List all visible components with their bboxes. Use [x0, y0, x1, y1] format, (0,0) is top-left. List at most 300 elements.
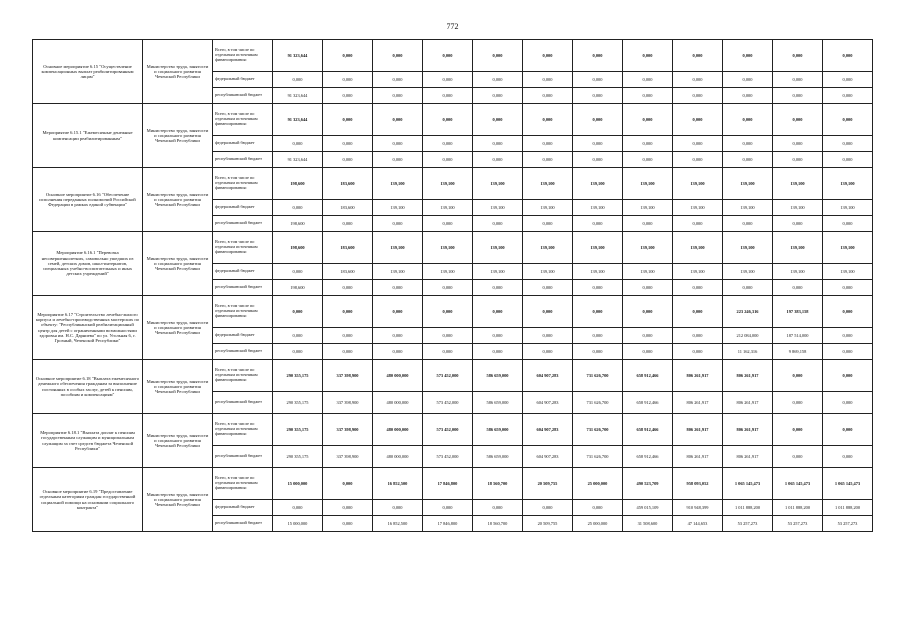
funding-source-label: Всего, в том числе по отдельным источникам финансирования:: [213, 296, 273, 328]
amount-cell: 0,000: [823, 392, 873, 414]
amount-cell: 0,000: [623, 40, 673, 72]
funding-source-label: федеральный бюджет: [213, 328, 273, 344]
amount-cell: 139,100: [473, 264, 523, 280]
funding-source-label: федеральный бюджет: [213, 500, 273, 516]
amount-cell: 139,100: [823, 232, 873, 264]
amount-cell: 604 907,283: [523, 392, 573, 414]
amount-cell: 139,100: [723, 232, 773, 264]
amount-cell: 18 560,700: [473, 516, 523, 532]
amount-cell: 16 852,500: [373, 516, 423, 532]
amount-cell: 139,100: [773, 232, 823, 264]
amount-cell: 0,000: [823, 88, 873, 104]
amount-cell: 0,000: [823, 104, 873, 136]
amount-cell: 0,000: [523, 296, 573, 328]
amount-cell: 197 383,158: [773, 296, 823, 328]
amount-cell: 0,000: [673, 280, 723, 296]
amount-cell: 0,000: [373, 328, 423, 344]
amount-cell: 0,000: [473, 328, 523, 344]
amount-cell: 47 144,653: [673, 516, 723, 532]
amount-cell: 183,600: [323, 232, 373, 264]
amount-cell: 0,000: [323, 280, 373, 296]
activity-name: Мероприятие 6.15.1 "Ежемесячные денежные компенсации реабилитированным": [33, 104, 143, 168]
amount-cell: 1 065 145,473: [823, 468, 873, 500]
amount-cell: 139,100: [473, 232, 523, 264]
activity-name: Основное мероприятие 6.19 "Предоставление отдельным категориям граждан государственной социальной помощи на основании социального контракта": [33, 468, 143, 532]
amount-cell: 806 261,917: [723, 414, 773, 446]
amount-cell: 18 560,700: [473, 468, 523, 500]
amount-cell: 198,600: [273, 280, 323, 296]
activity-name: Мероприятие 6.17 "Строительство лечебно-жилого корпуса и лечебно-производственных мастерских по объекту: "Республиканский реабилитационный центр для детей с ограниченными возможностями здоровья им. Н.С. Дарниева" по ул. Угольная 6, г. Грозный, Чеченской Республики": [33, 296, 143, 360]
funding-source-label: республиканский бюджет: [213, 446, 273, 468]
funding-source-label: республиканский бюджет: [213, 216, 273, 232]
activity-name: Основное мероприятие 6.16 "Обеспечение исполнения переданных полномочий Российской Федерации в рамках единой субвенции": [33, 168, 143, 232]
amount-cell: 658 912,466: [623, 392, 673, 414]
amount-cell: 490 523,709: [623, 468, 673, 500]
amount-cell: 0,000: [773, 414, 823, 446]
amount-cell: 0,000: [473, 500, 523, 516]
amount-cell: 0,000: [423, 296, 473, 328]
amount-cell: 586 659,000: [473, 360, 523, 392]
funding-source-label: федеральный бюджет: [213, 72, 273, 88]
amount-cell: 0,000: [423, 152, 473, 168]
amount-cell: 1 065 145,473: [723, 468, 773, 500]
amount-cell: 0,000: [473, 40, 523, 72]
amount-cell: 16 852,500: [373, 468, 423, 500]
amount-cell: 139,100: [823, 168, 873, 200]
amount-cell: 958 093,052: [673, 468, 723, 500]
funding-source-label: Всего, в том числе по отдельным источникам финансирования:: [213, 414, 273, 446]
funding-source-label: федеральный бюджет: [213, 200, 273, 216]
amount-cell: 480 000,000: [373, 392, 423, 414]
amount-cell: 0,000: [623, 328, 673, 344]
amount-cell: 0,000: [523, 328, 573, 344]
funding-source-label: Всего, в том числе по отдельным источникам финансирования:: [213, 232, 273, 264]
amount-cell: 0,000: [773, 88, 823, 104]
amount-cell: 0,000: [823, 360, 873, 392]
amount-cell: 731 626,700: [573, 414, 623, 446]
amount-cell: 0,000: [623, 280, 673, 296]
activity-name: Основное мероприятие 6.15 "Осуществление компенсационных выплат реабилитированным лицам": [33, 40, 143, 104]
amount-cell: 0,000: [823, 152, 873, 168]
amount-cell: 337 398,900: [323, 414, 373, 446]
amount-cell: 139,100: [723, 200, 773, 216]
funding-source-label: республиканский бюджет: [213, 344, 273, 360]
amount-cell: 139,100: [823, 200, 873, 216]
amount-cell: 139,100: [723, 168, 773, 200]
amount-cell: 0,000: [823, 344, 873, 360]
amount-cell: 0,000: [323, 468, 373, 500]
amount-cell: 0,000: [623, 72, 673, 88]
amount-cell: 0,000: [373, 136, 423, 152]
amount-cell: 0,000: [523, 280, 573, 296]
amount-cell: 0,000: [473, 344, 523, 360]
amount-cell: 0,000: [473, 88, 523, 104]
amount-cell: 0,000: [423, 216, 473, 232]
funding-source-label: республиканский бюджет: [213, 152, 273, 168]
amount-cell: 0,000: [423, 72, 473, 88]
amount-cell: 0,000: [673, 40, 723, 72]
amount-cell: 0,000: [323, 344, 373, 360]
amount-cell: 53 257,273: [773, 516, 823, 532]
amount-cell: 0,000: [573, 152, 623, 168]
amount-cell: 212 084,000: [723, 328, 773, 344]
table-row-total: [33, 168, 873, 200]
funding-source-label: республиканский бюджет: [213, 392, 273, 414]
amount-cell: 198,600: [273, 216, 323, 232]
amount-cell: 0,000: [623, 344, 673, 360]
amount-cell: 0,000: [423, 280, 473, 296]
amount-cell: 586 659,000: [473, 392, 523, 414]
amount-cell: 0,000: [673, 344, 723, 360]
amount-cell: 0,000: [273, 136, 323, 152]
amount-cell: 290 355,175: [273, 360, 323, 392]
amount-cell: 139,100: [423, 200, 473, 216]
amount-cell: 198,600: [273, 232, 323, 264]
table-row-total: [33, 40, 873, 72]
amount-cell: 91 323,644: [273, 40, 323, 72]
amount-cell: 480 000,000: [373, 414, 423, 446]
amount-cell: 139,100: [523, 264, 573, 280]
amount-cell: 0,000: [673, 88, 723, 104]
amount-cell: 9 869,158: [773, 344, 823, 360]
amount-cell: 0,000: [673, 136, 723, 152]
responsible-agency: Министерство труда, занятости и социального развития Чеченской Республики: [143, 414, 213, 468]
amount-cell: 806 261,917: [673, 414, 723, 446]
amount-cell: 0,000: [373, 296, 423, 328]
amount-cell: 0,000: [373, 104, 423, 136]
amount-cell: 0,000: [423, 104, 473, 136]
amount-cell: 139,100: [523, 200, 573, 216]
amount-cell: 0,000: [273, 500, 323, 516]
amount-cell: 139,100: [623, 168, 673, 200]
amount-cell: 91 323,644: [273, 88, 323, 104]
amount-cell: 0,000: [473, 280, 523, 296]
amount-cell: 0,000: [423, 40, 473, 72]
funding-source-label: республиканский бюджет: [213, 88, 273, 104]
amount-cell: 0,000: [773, 446, 823, 468]
amount-cell: 0,000: [623, 296, 673, 328]
funding-source-label: Всего, в том числе по отдельным источникам финансирования:: [213, 40, 273, 72]
amount-cell: 0,000: [473, 104, 523, 136]
amount-cell: 0,000: [573, 500, 623, 516]
table-row-total: [33, 414, 873, 446]
amount-cell: 0,000: [673, 104, 723, 136]
responsible-agency: Министерство труда, занятости и социального развития Чеченской Республики: [143, 104, 213, 168]
amount-cell: 0,000: [773, 392, 823, 414]
amount-cell: 11 162,316: [723, 344, 773, 360]
amount-cell: 25 000,000: [573, 516, 623, 532]
amount-cell: 139,100: [773, 264, 823, 280]
amount-cell: 480 000,000: [373, 360, 423, 392]
funding-source-label: федеральный бюджет: [213, 264, 273, 280]
amount-cell: 53 257,273: [823, 516, 873, 532]
amount-cell: 139,100: [673, 264, 723, 280]
amount-cell: 0,000: [423, 136, 473, 152]
amount-cell: 139,100: [573, 264, 623, 280]
amount-cell: 0,000: [823, 72, 873, 88]
amount-cell: 573 452,000: [423, 414, 473, 446]
amount-cell: 459 015,109: [623, 500, 673, 516]
amount-cell: 0,000: [323, 500, 373, 516]
amount-cell: 573 452,000: [423, 446, 473, 468]
amount-cell: 290 355,175: [273, 414, 323, 446]
amount-cell: 139,100: [773, 200, 823, 216]
amount-cell: 139,100: [423, 168, 473, 200]
amount-cell: 0,000: [323, 296, 373, 328]
table-row-total: [33, 232, 873, 264]
amount-cell: 573 452,000: [423, 360, 473, 392]
amount-cell: 586 659,000: [473, 446, 523, 468]
funding-source-label: Всего, в том числе по отдельным источникам финансирования:: [213, 104, 273, 136]
amount-cell: 604 907,283: [523, 360, 573, 392]
amount-cell: 0,000: [273, 264, 323, 280]
amount-cell: 0,000: [573, 72, 623, 88]
amount-cell: 17 846,800: [423, 516, 473, 532]
amount-cell: 586 659,000: [473, 414, 523, 446]
table-row-total: [33, 468, 873, 500]
amount-cell: 0,000: [773, 216, 823, 232]
amount-cell: 0,000: [673, 328, 723, 344]
amount-cell: 139,100: [573, 168, 623, 200]
amount-cell: 91 323,644: [273, 104, 323, 136]
amount-cell: 0,000: [823, 216, 873, 232]
amount-cell: 0,000: [273, 296, 323, 328]
amount-cell: 0,000: [573, 344, 623, 360]
amount-cell: 91 323,644: [273, 152, 323, 168]
amount-cell: 0,000: [423, 344, 473, 360]
amount-cell: 15 000,000: [273, 468, 323, 500]
amount-cell: 139,100: [623, 200, 673, 216]
amount-cell: 0,000: [723, 152, 773, 168]
amount-cell: 337 398,900: [323, 392, 373, 414]
amount-cell: 0,000: [523, 72, 573, 88]
amount-cell: 806 261,917: [673, 360, 723, 392]
amount-cell: 223 246,316: [723, 296, 773, 328]
amount-cell: 806 261,917: [673, 446, 723, 468]
amount-cell: 0,000: [423, 88, 473, 104]
amount-cell: 0,000: [273, 344, 323, 360]
amount-cell: 0,000: [623, 216, 673, 232]
amount-cell: 0,000: [473, 72, 523, 88]
amount-cell: 139,100: [373, 200, 423, 216]
amount-cell: 337 398,900: [323, 446, 373, 468]
amount-cell: 187 514,000: [773, 328, 823, 344]
amount-cell: 0,000: [573, 216, 623, 232]
amount-cell: 0,000: [373, 88, 423, 104]
amount-cell: 0,000: [823, 414, 873, 446]
amount-cell: 0,000: [323, 216, 373, 232]
activity-name: Мероприятие 6.16.1 "Перевозка несовершеннолетних, самовольно ушедших из семей, детских домов, школ-интернатов, специальных учебно-воспитательных и иных детских учреждений": [33, 232, 143, 296]
amount-cell: 0,000: [623, 152, 673, 168]
amount-cell: 604 907,283: [523, 414, 573, 446]
amount-cell: 290 355,175: [273, 446, 323, 468]
amount-cell: 0,000: [823, 446, 873, 468]
amount-cell: 0,000: [323, 104, 373, 136]
amount-cell: 0,000: [723, 136, 773, 152]
amount-cell: 290 355,175: [273, 392, 323, 414]
amount-cell: 806 261,917: [723, 392, 773, 414]
amount-cell: 0,000: [323, 328, 373, 344]
amount-cell: 139,100: [373, 232, 423, 264]
amount-cell: 17 846,800: [423, 468, 473, 500]
amount-cell: 731 626,700: [573, 360, 623, 392]
amount-cell: 20 509,755: [523, 516, 573, 532]
amount-cell: 0,000: [373, 40, 423, 72]
activity-name: Основное мероприятие 6.18 "Выплата ежемесячного денежного обеспечения гражданам за выполнение постоянных в особых заслуг, детей к пенсиям, пособиям и компенсациям": [33, 360, 143, 414]
amount-cell: 0,000: [373, 500, 423, 516]
amount-cell: 0,000: [773, 104, 823, 136]
amount-cell: 183,600: [323, 264, 373, 280]
amount-cell: 198,600: [273, 168, 323, 200]
amount-cell: 139,100: [373, 264, 423, 280]
amount-cell: 139,100: [623, 264, 673, 280]
amount-cell: 0,000: [573, 88, 623, 104]
amount-cell: 139,100: [473, 168, 523, 200]
funding-source-label: Всего, в том числе по отдельным источникам финансирования:: [213, 168, 273, 200]
amount-cell: 0,000: [323, 152, 373, 168]
amount-cell: 910 948,399: [673, 500, 723, 516]
amount-cell: 0,000: [523, 104, 573, 136]
amount-cell: 0,000: [323, 516, 373, 532]
amount-cell: 0,000: [373, 152, 423, 168]
page-number: 772: [446, 22, 459, 31]
amount-cell: 0,000: [723, 88, 773, 104]
amount-cell: 53 257,273: [723, 516, 773, 532]
amount-cell: 0,000: [373, 344, 423, 360]
funding-source-label: республиканский бюджет: [213, 516, 273, 532]
amount-cell: 0,000: [573, 280, 623, 296]
amount-cell: 731 626,700: [573, 392, 623, 414]
amount-cell: 0,000: [773, 280, 823, 296]
amount-cell: 0,000: [273, 72, 323, 88]
amount-cell: 0,000: [723, 72, 773, 88]
responsible-agency: Министерство труда, занятости и социального развития Чеченской Республики: [143, 360, 213, 414]
amount-cell: 0,000: [523, 152, 573, 168]
funding-source-label: Всего, в том числе по отдельным источникам финансирования:: [213, 468, 273, 500]
funding-source-label: федеральный бюджет: [213, 136, 273, 152]
amount-cell: 337 398,900: [323, 360, 373, 392]
amount-cell: 0,000: [573, 40, 623, 72]
amount-cell: 0,000: [473, 216, 523, 232]
amount-cell: 0,000: [773, 72, 823, 88]
funding-source-label: республиканский бюджет: [213, 280, 273, 296]
amount-cell: 139,100: [573, 232, 623, 264]
table-row-total: [33, 104, 873, 136]
amount-cell: 139,100: [673, 200, 723, 216]
amount-cell: 0,000: [573, 104, 623, 136]
amount-cell: 0,000: [373, 72, 423, 88]
amount-cell: 139,100: [423, 264, 473, 280]
amount-cell: 0,000: [773, 360, 823, 392]
amount-cell: 0,000: [723, 280, 773, 296]
amount-cell: 658 912,466: [623, 414, 673, 446]
amount-cell: 0,000: [673, 152, 723, 168]
amount-cell: 0,000: [523, 344, 573, 360]
amount-cell: 0,000: [523, 136, 573, 152]
amount-cell: 806 261,917: [723, 446, 773, 468]
amount-cell: 20 509,755: [523, 468, 573, 500]
amount-cell: 0,000: [823, 136, 873, 152]
amount-cell: 0,000: [573, 296, 623, 328]
amount-cell: 0,000: [723, 40, 773, 72]
table-row-total: [33, 360, 873, 392]
amount-cell: 604 907,283: [523, 446, 573, 468]
amount-cell: 0,000: [273, 328, 323, 344]
amount-cell: 1 011 888,200: [773, 500, 823, 516]
amount-cell: 31 508,600: [623, 516, 673, 532]
amount-cell: 139,100: [823, 264, 873, 280]
amount-cell: 0,000: [823, 328, 873, 344]
amount-cell: 139,100: [523, 168, 573, 200]
responsible-agency: Министерство труда, занятости и социального развития Чеченской Республики: [143, 296, 213, 360]
amount-cell: 139,100: [673, 232, 723, 264]
responsible-agency: Министерство труда, занятости и социального развития Чеченской Республики: [143, 40, 213, 104]
amount-cell: 139,100: [423, 232, 473, 264]
amount-cell: 0,000: [773, 40, 823, 72]
amount-cell: 0,000: [823, 280, 873, 296]
budget-table: [32, 39, 873, 532]
amount-cell: 0,000: [323, 136, 373, 152]
amount-cell: 139,100: [673, 168, 723, 200]
amount-cell: 0,000: [523, 216, 573, 232]
table-row-total: [33, 296, 873, 328]
amount-cell: 139,100: [523, 232, 573, 264]
amount-cell: 731 626,700: [573, 446, 623, 468]
responsible-agency: Министерство труда, занятости и социального развития Чеченской Республики: [143, 168, 213, 232]
amount-cell: 183,600: [323, 200, 373, 216]
responsible-agency: Министерство труда, занятости и социального развития Чеченской Республики: [143, 468, 213, 532]
amount-cell: 0,000: [623, 136, 673, 152]
amount-cell: 0,000: [773, 136, 823, 152]
amount-cell: 1 065 145,473: [773, 468, 823, 500]
amount-cell: 0,000: [823, 296, 873, 328]
amount-cell: 0,000: [323, 88, 373, 104]
amount-cell: 0,000: [723, 216, 773, 232]
amount-cell: 0,000: [523, 500, 573, 516]
amount-cell: 573 452,000: [423, 392, 473, 414]
amount-cell: 0,000: [573, 136, 623, 152]
activity-name: Мероприятие 6.18.1 "Выплата доплат к пенсиям государственным служащим и муниципальным служащим за счет средств бюджета Чеченской Республики": [33, 414, 143, 468]
amount-cell: 0,000: [723, 104, 773, 136]
amount-cell: 0,000: [473, 152, 523, 168]
amount-cell: 0,000: [673, 296, 723, 328]
budget-table-body: [33, 40, 873, 532]
amount-cell: 139,100: [773, 168, 823, 200]
amount-cell: 1 011 888,200: [723, 500, 773, 516]
amount-cell: 15 000,000: [273, 516, 323, 532]
amount-cell: 139,100: [723, 264, 773, 280]
amount-cell: 0,000: [323, 40, 373, 72]
amount-cell: 0,000: [623, 88, 673, 104]
amount-cell: 1 011 888,200: [823, 500, 873, 516]
funding-source-label: Всего, в том числе по отдельным источникам финансирования:: [213, 360, 273, 392]
amount-cell: 0,000: [273, 200, 323, 216]
amount-cell: 0,000: [573, 328, 623, 344]
responsible-agency: Министерство труда, занятости и социального развития Чеченской Республики: [143, 232, 213, 296]
amount-cell: 480 000,000: [373, 446, 423, 468]
amount-cell: 0,000: [373, 216, 423, 232]
amount-cell: 0,000: [673, 216, 723, 232]
amount-cell: 0,000: [673, 72, 723, 88]
amount-cell: 0,000: [473, 296, 523, 328]
amount-cell: 25 000,000: [573, 468, 623, 500]
amount-cell: 0,000: [423, 328, 473, 344]
amount-cell: 0,000: [423, 500, 473, 516]
amount-cell: 139,100: [473, 200, 523, 216]
amount-cell: 139,100: [573, 200, 623, 216]
amount-cell: 0,000: [523, 88, 573, 104]
amount-cell: 0,000: [323, 72, 373, 88]
